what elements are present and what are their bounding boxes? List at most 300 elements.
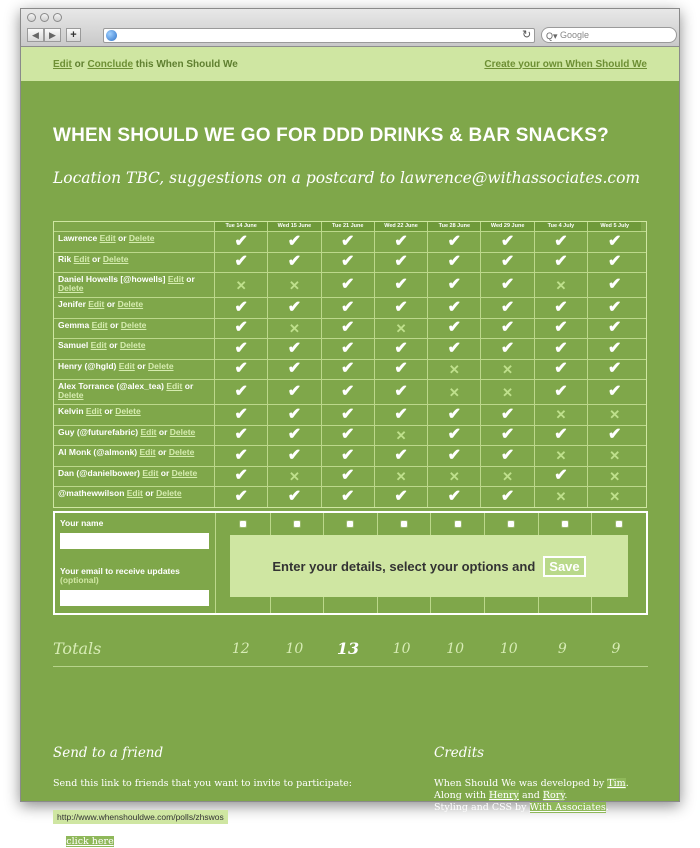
entry-form bbox=[53, 511, 648, 615]
top-bar bbox=[21, 47, 679, 81]
participant-name: Al Monk (@almonk) bbox=[58, 447, 138, 457]
delete-participant-link[interactable]: Delete bbox=[168, 447, 195, 457]
edit-participant-link[interactable]: Edit bbox=[99, 233, 116, 243]
availability-cell bbox=[268, 487, 321, 507]
name-label: Your name bbox=[60, 518, 104, 528]
availability-cell bbox=[375, 339, 428, 359]
availability-cell bbox=[215, 273, 268, 297]
or-text: or bbox=[137, 360, 146, 371]
available-check-icon: ✔ bbox=[341, 487, 355, 505]
date-header-row bbox=[54, 222, 646, 231]
credits-line-1 bbox=[434, 778, 629, 790]
availability-cell bbox=[535, 446, 588, 466]
available-check-icon: ✔ bbox=[341, 383, 355, 400]
participant-name: Jenifer bbox=[58, 299, 86, 309]
available-check-icon: ✔ bbox=[447, 253, 462, 271]
available-check-icon: ✔ bbox=[234, 426, 248, 444]
participant-row bbox=[54, 466, 646, 487]
share-link-field[interactable]: http://www.whenshouldwe.com/polls/zhswos bbox=[53, 810, 228, 824]
option-checkbox[interactable] bbox=[239, 520, 247, 528]
available-check-icon: ✔ bbox=[554, 319, 568, 337]
search-icon: Q▾ bbox=[546, 31, 558, 41]
availability-cell bbox=[375, 380, 428, 404]
participant-name-cell bbox=[54, 298, 215, 318]
participant-name-cell bbox=[54, 380, 215, 404]
availability-cell bbox=[535, 380, 588, 404]
edit-participant-link[interactable]: Edit bbox=[91, 319, 108, 330]
unavailable-cross-icon: ✕ bbox=[288, 320, 300, 336]
availability-cell bbox=[535, 360, 588, 380]
browser-window bbox=[20, 8, 680, 847]
email-optional-label: (optional) bbox=[60, 574, 99, 585]
or-text: or bbox=[104, 406, 113, 416]
create-poll-link[interactable]: Create your own When Should We bbox=[484, 58, 647, 70]
availability-cell bbox=[428, 360, 481, 380]
participant-name-cell bbox=[54, 487, 215, 507]
available-check-icon: ✔ bbox=[394, 383, 408, 400]
availability-cell bbox=[535, 232, 588, 252]
totals-row bbox=[53, 631, 648, 667]
delete-participant-link[interactable]: Delete bbox=[171, 467, 198, 478]
unavailable-cross-icon: ✕ bbox=[288, 468, 300, 484]
close-window-icon[interactable] bbox=[27, 13, 36, 22]
availability-cell bbox=[375, 298, 428, 318]
credits-heading: Credits bbox=[434, 745, 485, 761]
available-check-icon: ✔ bbox=[500, 446, 515, 464]
or-text: or bbox=[186, 274, 195, 284]
participant-row bbox=[54, 272, 646, 297]
credits-along-with: Along with bbox=[434, 790, 486, 801]
availability-cell bbox=[481, 405, 534, 425]
delete-participant-link[interactable]: Delete bbox=[148, 360, 174, 371]
edit-participant-link[interactable]: Edit bbox=[140, 426, 157, 437]
availability-cell bbox=[268, 380, 321, 404]
availability-cell bbox=[588, 405, 641, 425]
availability-cell bbox=[268, 405, 321, 425]
availability-cell bbox=[428, 339, 481, 359]
edit-participant-link[interactable]: Edit bbox=[118, 360, 135, 371]
availability-cell bbox=[268, 467, 321, 487]
edit-participant-link[interactable]: Edit bbox=[73, 253, 90, 264]
availability-cell bbox=[375, 405, 428, 425]
available-check-icon: ✔ bbox=[500, 298, 515, 316]
participant-name: Daniel Howells [@howells] bbox=[58, 274, 166, 284]
availability-cell bbox=[535, 426, 588, 446]
edit-poll-link[interactable]: Edit bbox=[53, 58, 72, 70]
unavailable-cross-icon: ✕ bbox=[502, 468, 514, 484]
participant-row bbox=[54, 318, 646, 339]
availability-cell bbox=[481, 253, 534, 273]
participant-name-cell bbox=[54, 232, 215, 252]
with-associates-link[interactable]: With Associates bbox=[529, 802, 606, 813]
total-value: 10 bbox=[446, 640, 465, 657]
availability-cell bbox=[588, 487, 641, 507]
available-check-icon: ✔ bbox=[287, 360, 302, 378]
totals-label: Totals bbox=[53, 639, 102, 658]
availability-cell bbox=[215, 380, 268, 404]
participant-rows bbox=[54, 231, 646, 507]
availability-cell bbox=[268, 232, 321, 252]
availability-cell bbox=[535, 339, 588, 359]
available-check-icon: ✔ bbox=[447, 276, 462, 293]
option-checkbox[interactable] bbox=[346, 520, 354, 528]
participant-row bbox=[54, 486, 646, 507]
edit-participant-link[interactable]: Edit bbox=[142, 467, 159, 478]
available-check-icon: ✔ bbox=[341, 232, 355, 250]
reload-icon: ↻ bbox=[522, 29, 532, 41]
admin-links bbox=[53, 59, 238, 70]
add-bookmark-button[interactable] bbox=[66, 28, 81, 42]
participant-row bbox=[54, 379, 646, 404]
or-text: or bbox=[158, 426, 168, 437]
availability-cell bbox=[268, 253, 321, 273]
tim-link[interactable]: Tim bbox=[607, 778, 626, 789]
available-check-icon: ✔ bbox=[500, 253, 515, 271]
availability-cell bbox=[375, 467, 428, 487]
delete-participant-link[interactable]: Delete bbox=[156, 488, 182, 498]
option-checkbox[interactable] bbox=[507, 520, 515, 528]
available-check-icon: ✔ bbox=[394, 298, 408, 316]
credits-text bbox=[434, 778, 629, 814]
availability-cell bbox=[588, 273, 641, 297]
zoom-window-icon[interactable] bbox=[53, 13, 62, 22]
participant-name-cell bbox=[54, 426, 215, 446]
available-check-icon: ✔ bbox=[287, 232, 302, 250]
availability-cell bbox=[375, 360, 428, 380]
henry-link[interactable]: Henry bbox=[488, 790, 519, 801]
availability-cell bbox=[428, 446, 481, 466]
name-input[interactable] bbox=[60, 533, 209, 549]
available-check-icon: ✔ bbox=[608, 383, 622, 400]
available-check-icon: ✔ bbox=[554, 360, 568, 378]
period: . bbox=[625, 778, 629, 789]
option-checkbox[interactable] bbox=[615, 520, 623, 528]
option-checkbox[interactable] bbox=[454, 520, 462, 528]
availability-cell bbox=[481, 467, 534, 487]
rory-link[interactable]: Rory bbox=[542, 790, 565, 801]
available-check-icon: ✔ bbox=[394, 339, 408, 357]
total-value: 10 bbox=[285, 640, 304, 657]
date-header: Tue 21 June bbox=[322, 222, 375, 231]
availability-cell bbox=[215, 467, 268, 487]
availability-cell bbox=[322, 487, 375, 507]
availability-cell bbox=[428, 253, 481, 273]
availability-cell bbox=[535, 253, 588, 273]
total-value: 10 bbox=[392, 640, 411, 657]
edit-participant-link[interactable]: Edit bbox=[166, 381, 183, 391]
availability-cell bbox=[588, 467, 641, 487]
availability-cell bbox=[375, 253, 428, 273]
page-subtitle: Location TBC, suggestions on a postcard to lawrence@withassociates.com bbox=[53, 169, 641, 187]
available-check-icon: ✔ bbox=[287, 446, 302, 464]
availability-cell bbox=[322, 405, 375, 425]
total-value: 10 bbox=[499, 640, 518, 657]
available-check-icon: ✔ bbox=[608, 339, 622, 357]
option-checkbox[interactable] bbox=[293, 520, 301, 528]
available-check-icon: ✔ bbox=[234, 298, 248, 316]
availability-cell bbox=[535, 467, 588, 487]
available-check-icon: ✔ bbox=[234, 383, 248, 400]
availability-cell bbox=[215, 253, 268, 273]
availability-cell bbox=[322, 319, 375, 339]
availability-cell bbox=[588, 339, 641, 359]
participant-name: Guy (@futurefabric) bbox=[58, 426, 139, 437]
available-check-icon: ✔ bbox=[500, 487, 515, 505]
option-checkbox[interactable] bbox=[400, 520, 408, 528]
available-check-icon: ✔ bbox=[500, 232, 515, 250]
forward-button[interactable] bbox=[44, 28, 61, 42]
delete-participant-link[interactable]: Delete bbox=[102, 253, 129, 264]
available-check-icon: ✔ bbox=[287, 405, 302, 423]
unavailable-cross-icon: ✕ bbox=[395, 427, 407, 443]
edit-participant-link[interactable]: Edit bbox=[126, 488, 143, 498]
save-button[interactable]: Save bbox=[543, 556, 585, 577]
available-check-icon: ✔ bbox=[287, 253, 302, 271]
date-header: Wed 22 June bbox=[375, 222, 428, 231]
available-check-icon: ✔ bbox=[341, 319, 355, 337]
email-input[interactable] bbox=[60, 590, 209, 606]
participant-name: @mathewwilson bbox=[58, 488, 125, 498]
participant-name: Rik bbox=[58, 253, 72, 264]
available-check-icon: ✔ bbox=[608, 232, 622, 250]
or-text: or bbox=[74, 58, 85, 70]
edit-participant-link[interactable]: Edit bbox=[88, 299, 105, 309]
participant-row bbox=[54, 252, 646, 273]
available-check-icon: ✔ bbox=[500, 405, 515, 423]
available-check-icon: ✔ bbox=[608, 298, 622, 316]
availability-cell bbox=[481, 426, 534, 446]
participant-name: Henry (@hgld) bbox=[58, 360, 117, 371]
availability-cell bbox=[588, 319, 641, 339]
delete-participant-link[interactable]: Delete bbox=[58, 283, 84, 293]
available-check-icon: ✔ bbox=[447, 319, 462, 337]
browser-titlebar bbox=[21, 9, 679, 47]
participant-name-cell bbox=[54, 467, 215, 487]
participant-row bbox=[54, 445, 646, 466]
availability-cell bbox=[215, 360, 268, 380]
availability-cell bbox=[481, 487, 534, 507]
availability-cell bbox=[268, 319, 321, 339]
availability-cell bbox=[428, 405, 481, 425]
availability-cell bbox=[322, 360, 375, 380]
participant-name-cell bbox=[54, 405, 215, 425]
delete-participant-link[interactable]: Delete bbox=[115, 406, 141, 416]
unavailable-cross-icon: ✕ bbox=[448, 468, 460, 484]
participant-row bbox=[54, 404, 646, 425]
unavailable-cross-icon: ✕ bbox=[609, 489, 621, 505]
availability-cell bbox=[322, 273, 375, 297]
participant-name: Lawrence bbox=[58, 233, 98, 243]
available-check-icon: ✔ bbox=[234, 360, 248, 378]
availability-cell bbox=[481, 360, 534, 380]
availability-cell bbox=[215, 319, 268, 339]
delete-participant-link[interactable]: Delete bbox=[169, 426, 196, 437]
availability-cell bbox=[588, 426, 641, 446]
availability-cell bbox=[322, 232, 375, 252]
availability-cell bbox=[428, 487, 481, 507]
date-header: Tue 14 June bbox=[215, 222, 268, 231]
availability-cell bbox=[268, 273, 321, 297]
date-header: Tue 4 July bbox=[535, 222, 588, 231]
forward-arrow-icon: ▶ bbox=[49, 29, 56, 40]
available-check-icon: ✔ bbox=[341, 276, 355, 293]
availability-cell bbox=[535, 298, 588, 318]
participant-name: Gemma bbox=[58, 319, 90, 330]
availability-cell bbox=[481, 298, 534, 318]
available-check-icon: ✔ bbox=[287, 383, 302, 400]
or-text: or bbox=[184, 381, 194, 391]
availability-cell bbox=[588, 380, 641, 404]
period: . bbox=[564, 790, 568, 801]
availability-cell bbox=[481, 273, 534, 297]
available-check-icon: ✔ bbox=[447, 446, 462, 464]
availability-cell bbox=[268, 339, 321, 359]
conclude-poll-link[interactable]: Conclude bbox=[87, 58, 134, 70]
available-check-icon: ✔ bbox=[554, 467, 568, 485]
participant-row bbox=[54, 338, 646, 359]
credits-line-3 bbox=[434, 802, 629, 814]
and-text: and bbox=[521, 790, 540, 801]
availability-cell bbox=[268, 426, 321, 446]
available-check-icon: ✔ bbox=[394, 276, 408, 293]
availability-cell bbox=[588, 360, 641, 380]
unavailable-cross-icon: ✕ bbox=[555, 489, 567, 505]
back-button[interactable] bbox=[27, 28, 44, 42]
available-check-icon: ✔ bbox=[394, 253, 408, 271]
availability-cell bbox=[481, 339, 534, 359]
availability-cell bbox=[322, 446, 375, 466]
or-text: or bbox=[110, 319, 119, 330]
total-value: 13 bbox=[336, 639, 360, 658]
availability-cell bbox=[215, 426, 268, 446]
unavailable-cross-icon: ✕ bbox=[609, 448, 621, 464]
available-check-icon: ✔ bbox=[447, 298, 462, 316]
unavailable-cross-icon: ✕ bbox=[448, 384, 460, 400]
available-check-icon: ✔ bbox=[608, 319, 622, 337]
available-check-icon: ✔ bbox=[341, 405, 355, 423]
date-header: Wed 5 July bbox=[588, 222, 641, 231]
available-check-icon: ✔ bbox=[608, 426, 622, 444]
total-value: 9 bbox=[611, 640, 621, 657]
availability-cell bbox=[481, 380, 534, 404]
available-check-icon: ✔ bbox=[447, 426, 462, 444]
available-check-icon: ✔ bbox=[554, 383, 568, 400]
availability-cell bbox=[481, 319, 534, 339]
availability-cell bbox=[535, 273, 588, 297]
available-check-icon: ✔ bbox=[608, 253, 622, 271]
available-check-icon: ✔ bbox=[500, 339, 515, 357]
address-bar[interactable] bbox=[103, 28, 535, 43]
availability-cell bbox=[375, 232, 428, 252]
credits-developed-by: When Should We was developed by bbox=[434, 778, 605, 789]
availability-cell bbox=[375, 273, 428, 297]
unavailable-cross-icon: ✕ bbox=[502, 361, 514, 377]
availability-cell bbox=[215, 405, 268, 425]
edit-participant-link[interactable]: Edit bbox=[85, 406, 102, 416]
participant-name-cell bbox=[54, 253, 215, 273]
participant-row bbox=[54, 359, 646, 380]
availability-cell bbox=[428, 273, 481, 297]
availability-cell bbox=[375, 319, 428, 339]
availability-cell bbox=[481, 446, 534, 466]
available-check-icon: ✔ bbox=[554, 339, 568, 357]
minimize-window-icon[interactable] bbox=[40, 13, 49, 22]
available-check-icon: ✔ bbox=[554, 232, 568, 250]
header-corner bbox=[54, 222, 215, 231]
entry-fields bbox=[55, 513, 216, 613]
date-header: Wed 29 June bbox=[481, 222, 534, 231]
total-value: 12 bbox=[231, 640, 250, 657]
available-check-icon: ✔ bbox=[234, 319, 248, 337]
unavailable-cross-icon: ✕ bbox=[395, 468, 407, 484]
unavailable-cross-icon: ✕ bbox=[288, 277, 300, 293]
participant-name: Kelvin bbox=[58, 406, 84, 416]
delete-participant-link[interactable]: Delete bbox=[58, 390, 84, 400]
availability-cell bbox=[428, 232, 481, 252]
availability-cell bbox=[588, 253, 641, 273]
availability-cell bbox=[481, 232, 534, 252]
available-check-icon: ✔ bbox=[341, 253, 355, 271]
availability-cell bbox=[375, 487, 428, 507]
unavailable-cross-icon: ✕ bbox=[555, 448, 567, 464]
edit-participant-link[interactable]: Edit bbox=[167, 274, 184, 284]
page-title: WHEN SHOULD WE GO FOR DDD DRINKS & BAR SNACKS? bbox=[53, 125, 609, 146]
available-check-icon: ✔ bbox=[394, 487, 408, 505]
available-check-icon: ✔ bbox=[500, 426, 515, 444]
available-check-icon: ✔ bbox=[394, 446, 408, 464]
availability-cell bbox=[428, 467, 481, 487]
or-text: or bbox=[109, 340, 118, 350]
availability-cell bbox=[322, 467, 375, 487]
availability-cell bbox=[268, 298, 321, 318]
unavailable-cross-icon: ✕ bbox=[502, 384, 514, 400]
available-check-icon: ✔ bbox=[287, 339, 302, 357]
availability-cell bbox=[322, 298, 375, 318]
option-checkbox[interactable] bbox=[561, 520, 569, 528]
availability-cell bbox=[375, 426, 428, 446]
click-here-after: to open an email with the link already pasted in. bbox=[116, 836, 351, 847]
delete-participant-link[interactable]: Delete bbox=[128, 233, 155, 243]
availability-cell bbox=[535, 319, 588, 339]
unavailable-cross-icon: ✕ bbox=[555, 277, 567, 293]
delete-participant-link[interactable]: Delete bbox=[117, 299, 144, 309]
available-check-icon: ✔ bbox=[554, 298, 568, 316]
or-text: or bbox=[160, 467, 170, 478]
participant-row bbox=[54, 231, 646, 252]
delete-participant-link[interactable]: Delete bbox=[120, 319, 147, 330]
delete-participant-link[interactable]: Delete bbox=[119, 340, 146, 350]
available-check-icon: ✔ bbox=[500, 276, 515, 293]
edit-participant-link[interactable]: Edit bbox=[90, 340, 107, 350]
search-input[interactable] bbox=[541, 27, 677, 43]
back-arrow-icon: ◀ bbox=[32, 29, 39, 40]
available-check-icon: ✔ bbox=[341, 298, 355, 316]
reload-button[interactable] bbox=[522, 28, 531, 41]
availability-cell bbox=[215, 446, 268, 466]
available-check-icon: ✔ bbox=[341, 360, 355, 378]
available-check-icon: ✔ bbox=[234, 467, 248, 485]
plus-icon: + bbox=[70, 29, 77, 41]
or-text: or bbox=[157, 447, 167, 457]
edit-participant-link[interactable]: Edit bbox=[139, 447, 156, 457]
click-here-link[interactable]: click here bbox=[66, 836, 114, 847]
send-to-friend-heading: Send to a friend bbox=[53, 745, 164, 761]
availability-cell bbox=[535, 405, 588, 425]
or-text: or bbox=[53, 836, 64, 847]
credits-line-2 bbox=[434, 790, 629, 802]
available-check-icon: ✔ bbox=[287, 426, 302, 444]
participant-name-cell bbox=[54, 339, 215, 359]
